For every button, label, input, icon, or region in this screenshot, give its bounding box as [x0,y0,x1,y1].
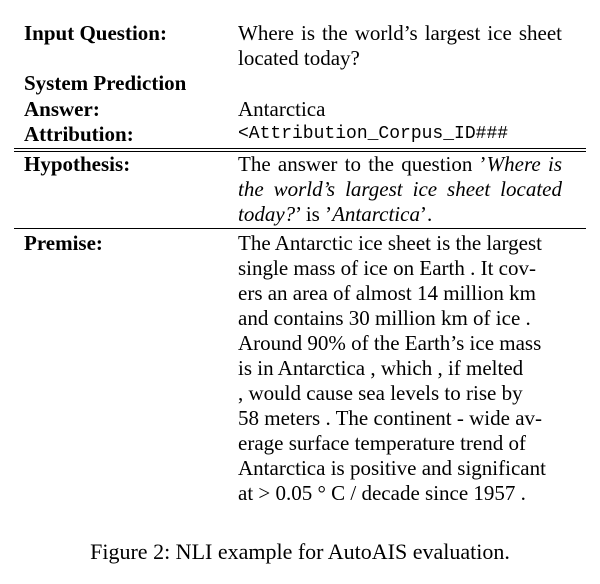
premise-line: Around 90% of the Earth’s ice mass [238,331,542,355]
premise-line: at > 0.05 ° C / decade since 1957 . [238,481,526,505]
hypothesis-middle: ’ is ’ [295,202,333,226]
hypothesis-row [14,152,586,228]
attribution-label: Attribution [24,122,127,146]
attribution-row [14,122,586,147]
premise-label: Premise [24,231,96,255]
answer-label: Answer [24,97,93,121]
hypothesis-prefix: The answer to the question ’ [238,152,487,176]
question-label-cell: Input Question: [24,21,167,45]
question-text: Where is the world’s largest ice sheet located today? [238,21,562,70]
premise-row [14,231,586,506]
question-label: Input Question [24,21,160,45]
hypothesis-suffix: ’. [419,202,433,226]
hypothesis-text [238,152,562,228]
premise-line: and contains 30 million km of ice . [238,306,531,330]
nli-example-table [14,21,586,506]
premise-line: is in Antarctica , which , if melted [238,356,524,380]
hypothesis-quoted-question: Where is the world’s largest ice sheet located today? [238,152,562,226]
premise-line: The Antarctic ice sheet is the largest [238,231,542,255]
premise-line: single mass of ice on Earth . It cov- [238,256,536,280]
hypothesis-bottom-rule [14,228,586,229]
attribution-label-cell: Attribution: [24,122,134,146]
answer-row [14,97,586,122]
premise-line: erage surface temperature trend of [238,431,526,455]
system-prediction-heading: System Prediction [24,71,187,95]
attribution-value: <Attribution_Corpus_ID### [238,124,509,144]
premise-text [238,231,562,506]
system-prediction-heading-row [14,71,586,97]
premise-line: Antarctica is positive and significant [238,456,546,480]
answer-label-cell: Answer: [24,97,100,121]
premise-line: 58 meters . The continent - wide av- [238,406,543,430]
figure-caption: Figure 2: NLI example for AutoAIS evaluation. [90,539,510,564]
premise-label-cell: Premise: [24,231,103,255]
hypothesis-quoted-answer: Antarctica [332,202,420,226]
question-row [14,21,586,71]
hypothesis-label: Hypothesis [24,152,124,176]
hypothesis-label-cell: Hypothesis: [24,152,131,176]
premise-line: , would cause sea levels to rise by [238,381,523,405]
premise-line: ers an area of almost 14 million km [238,281,537,305]
answer-value: Antarctica [238,97,326,121]
